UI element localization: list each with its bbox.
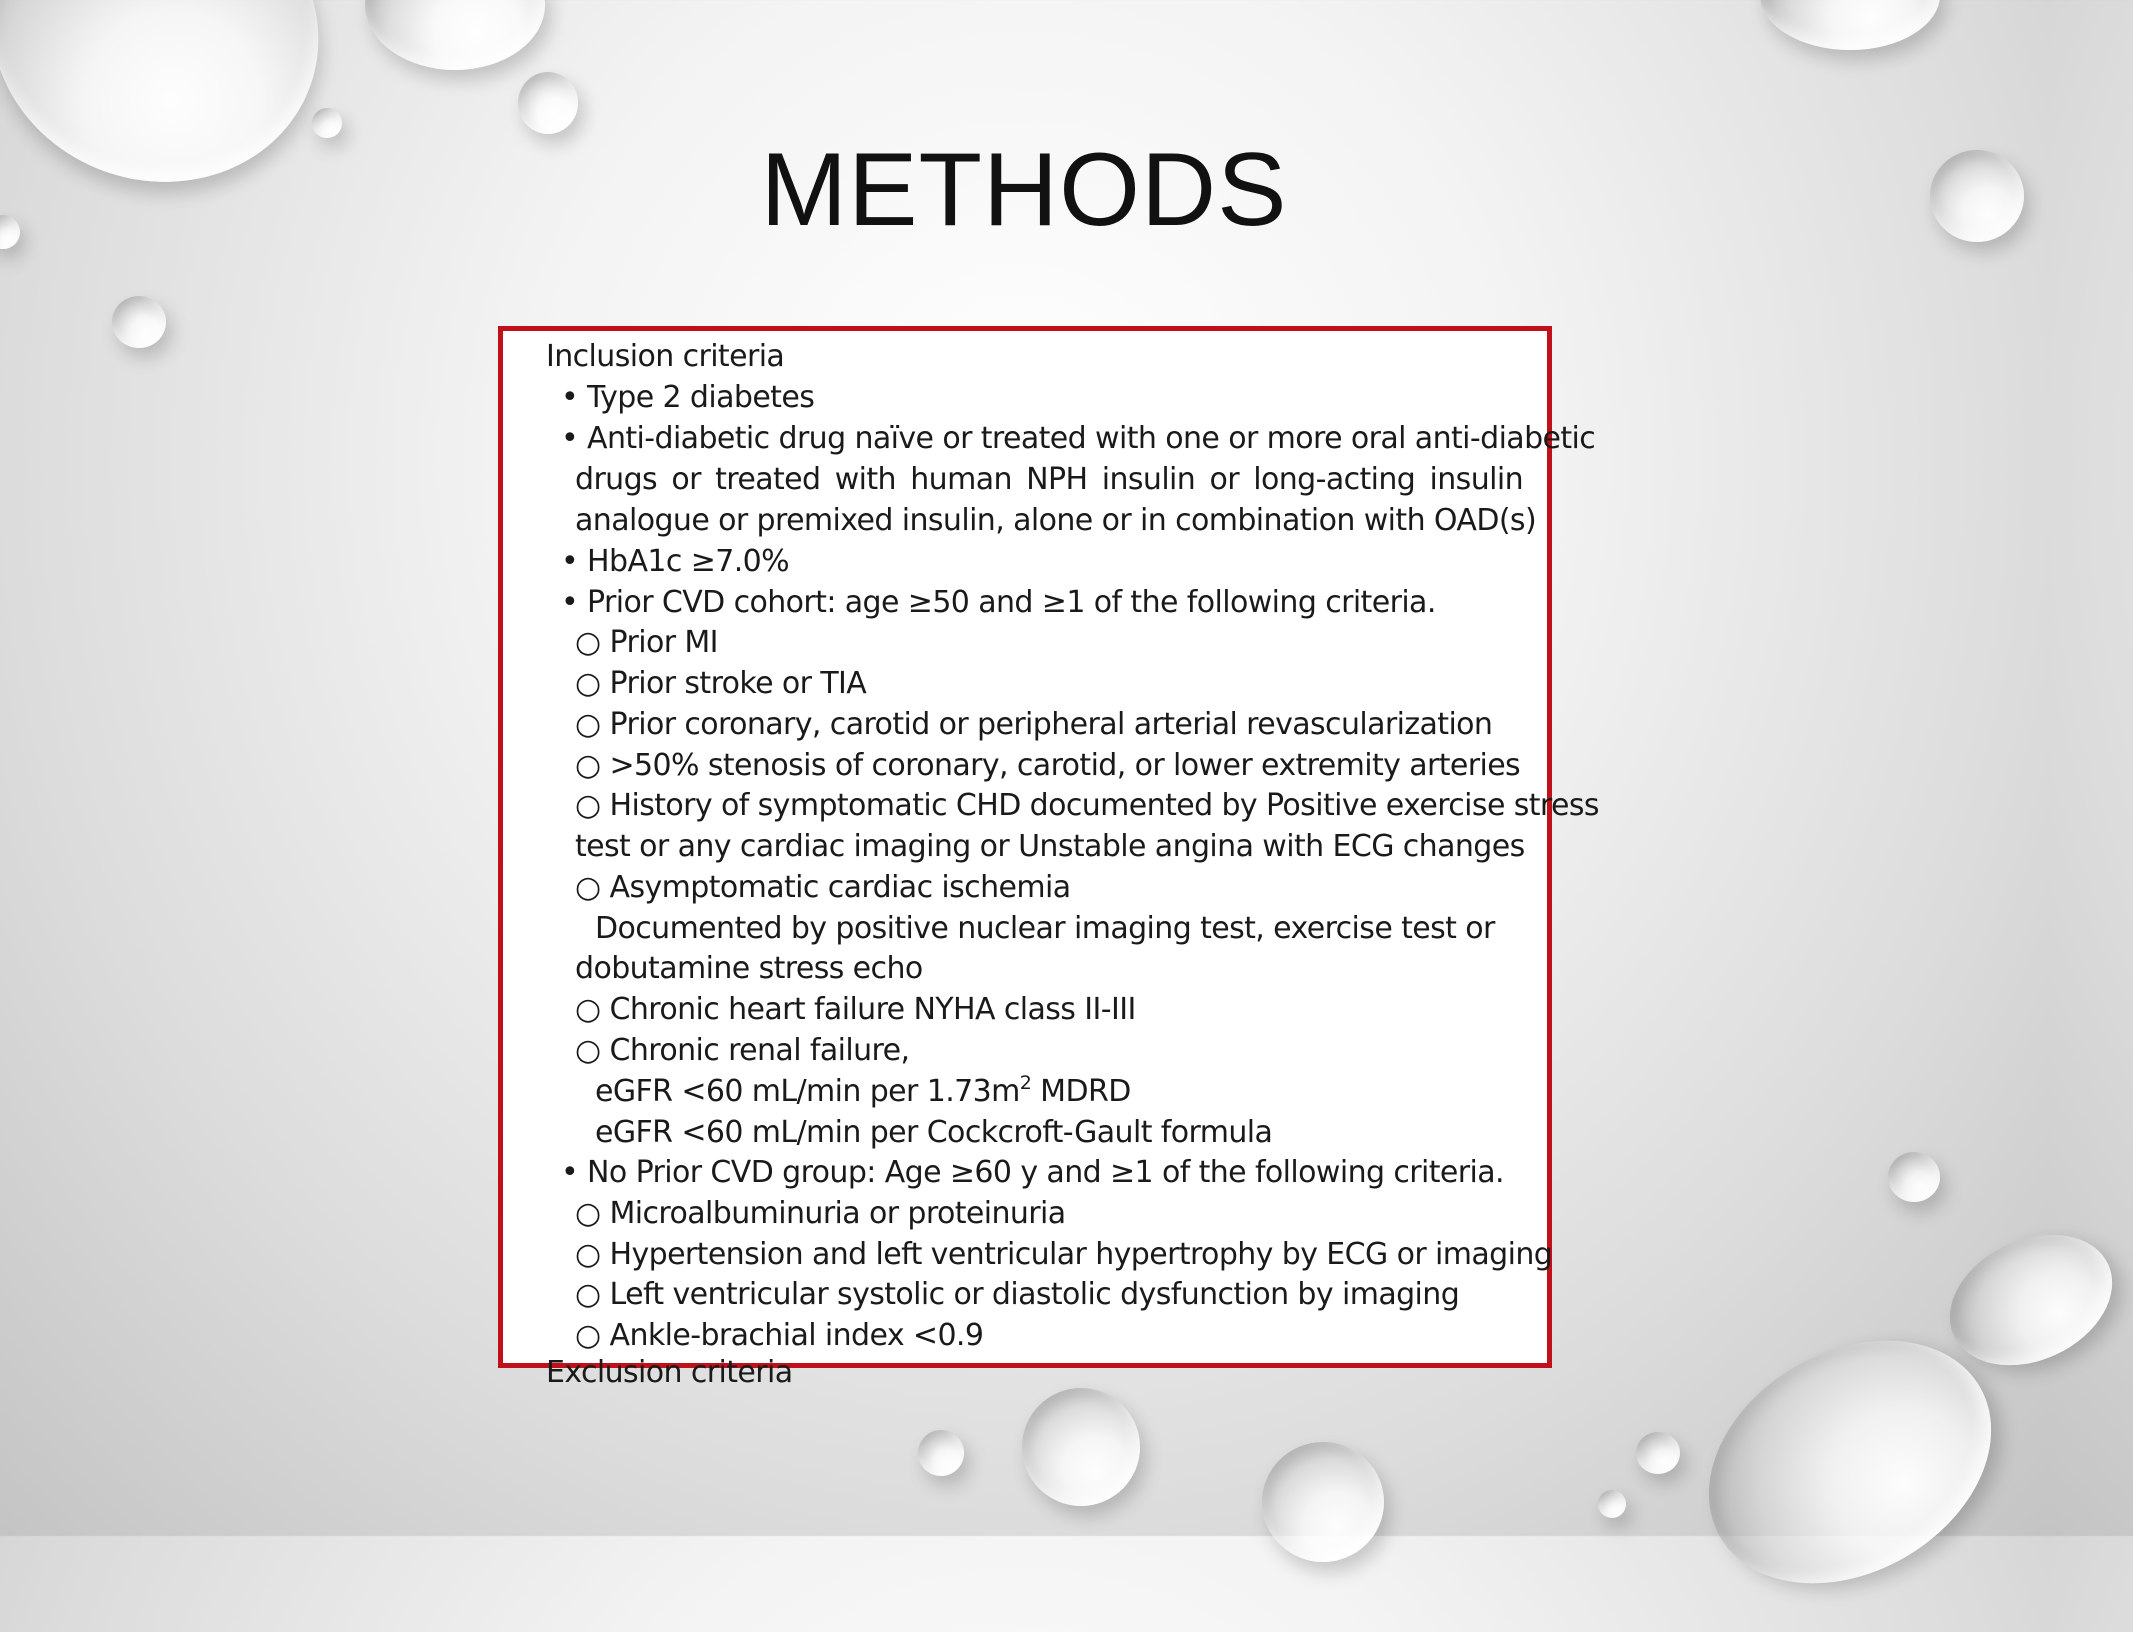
water-drop-decoration: [518, 72, 578, 134]
water-drop-decoration: [112, 296, 166, 348]
sub-item: ○ Microalbuminuria or proteinuria: [575, 1196, 1066, 1231]
bullet-item: • HbA1c ≥7.0%: [561, 544, 790, 579]
sub-item: ○ Chronic renal failure,: [575, 1033, 910, 1068]
sub-detail: eGFR <60 mL/min per Cockcroft-Gault formula: [595, 1115, 1273, 1150]
sub-item: ○ Prior coronary, carotid or peripheral arterial revascularization: [575, 707, 1493, 742]
cut-off-heading: Exclusion criteria: [546, 1355, 793, 1390]
sub-item: ○ Hypertension and left ventricular hypertrophy by ECG or imaging: [575, 1237, 1553, 1272]
water-drop-decoration: [1262, 1442, 1384, 1562]
water-drop-decoration: [1760, 0, 1940, 50]
sub-item: ○ Chronic heart failure NYHA class II-III: [575, 992, 1136, 1027]
sub-item: ○ History of symptomatic CHD documented by Positive exercise stress: [575, 788, 1599, 823]
bullet-item: • Prior CVD cohort: age ≥50 and ≥1 of the following criteria.: [561, 585, 1436, 620]
sub-detail: eGFR <60 mL/min per $1.73m^2$ MDRD: [595, 1072, 1131, 1109]
sub-item: ○ Left ventricular systolic or diastolic dysfunction by imaging: [575, 1277, 1460, 1312]
slide-title: METHODS: [760, 132, 1288, 248]
bullet-item: • Type 2 diabetes: [561, 380, 815, 415]
criteria-heading: Inclusion criteria: [546, 339, 785, 374]
bullet-item: • Anti-diabetic drug naïve or treated with one or more oral anti-diabetic: [561, 421, 1596, 456]
sub-item: ○ Prior MI: [575, 625, 718, 660]
inclusion-criteria-image: [498, 326, 1599, 1390]
water-drop-decoration: [1022, 1388, 1140, 1506]
water-drop-decoration: [365, 0, 545, 70]
bullet-item: • No Prior CVD group: Age ≥60 y and ≥1 of the following criteria.: [561, 1155, 1504, 1190]
water-drop-decoration: [918, 1430, 964, 1476]
sub-item: ○ Prior stroke or TIA: [575, 666, 867, 701]
water-drop-decoration: [312, 108, 342, 138]
bullet-continuation: analogue or premixed insulin, alone or in combination with OAD(s): [575, 503, 1537, 538]
sub-item: ○ >50% stenosis of coronary, carotid, or lower extremity arteries: [575, 748, 1521, 783]
bullet-continuation: drugs or treated with human NPH insulin or long-acting insulin: [575, 462, 1523, 497]
sub-continuation: test or any cardiac imaging or Unstable angina with ECG changes: [575, 829, 1525, 864]
water-drop-decoration: [1598, 1490, 1626, 1518]
sub-continuation: dobutamine stress echo: [575, 951, 923, 986]
sub-detail: Documented by positive nuclear imaging test, exercise test or: [595, 911, 1495, 946]
water-drop-decoration: [1888, 1152, 1940, 1202]
water-drop-decoration: [1636, 1432, 1680, 1474]
sub-item: ○ Asymptomatic cardiac ischemia: [575, 870, 1071, 905]
sub-item: ○ Ankle-brachial index <0.9: [575, 1318, 984, 1353]
